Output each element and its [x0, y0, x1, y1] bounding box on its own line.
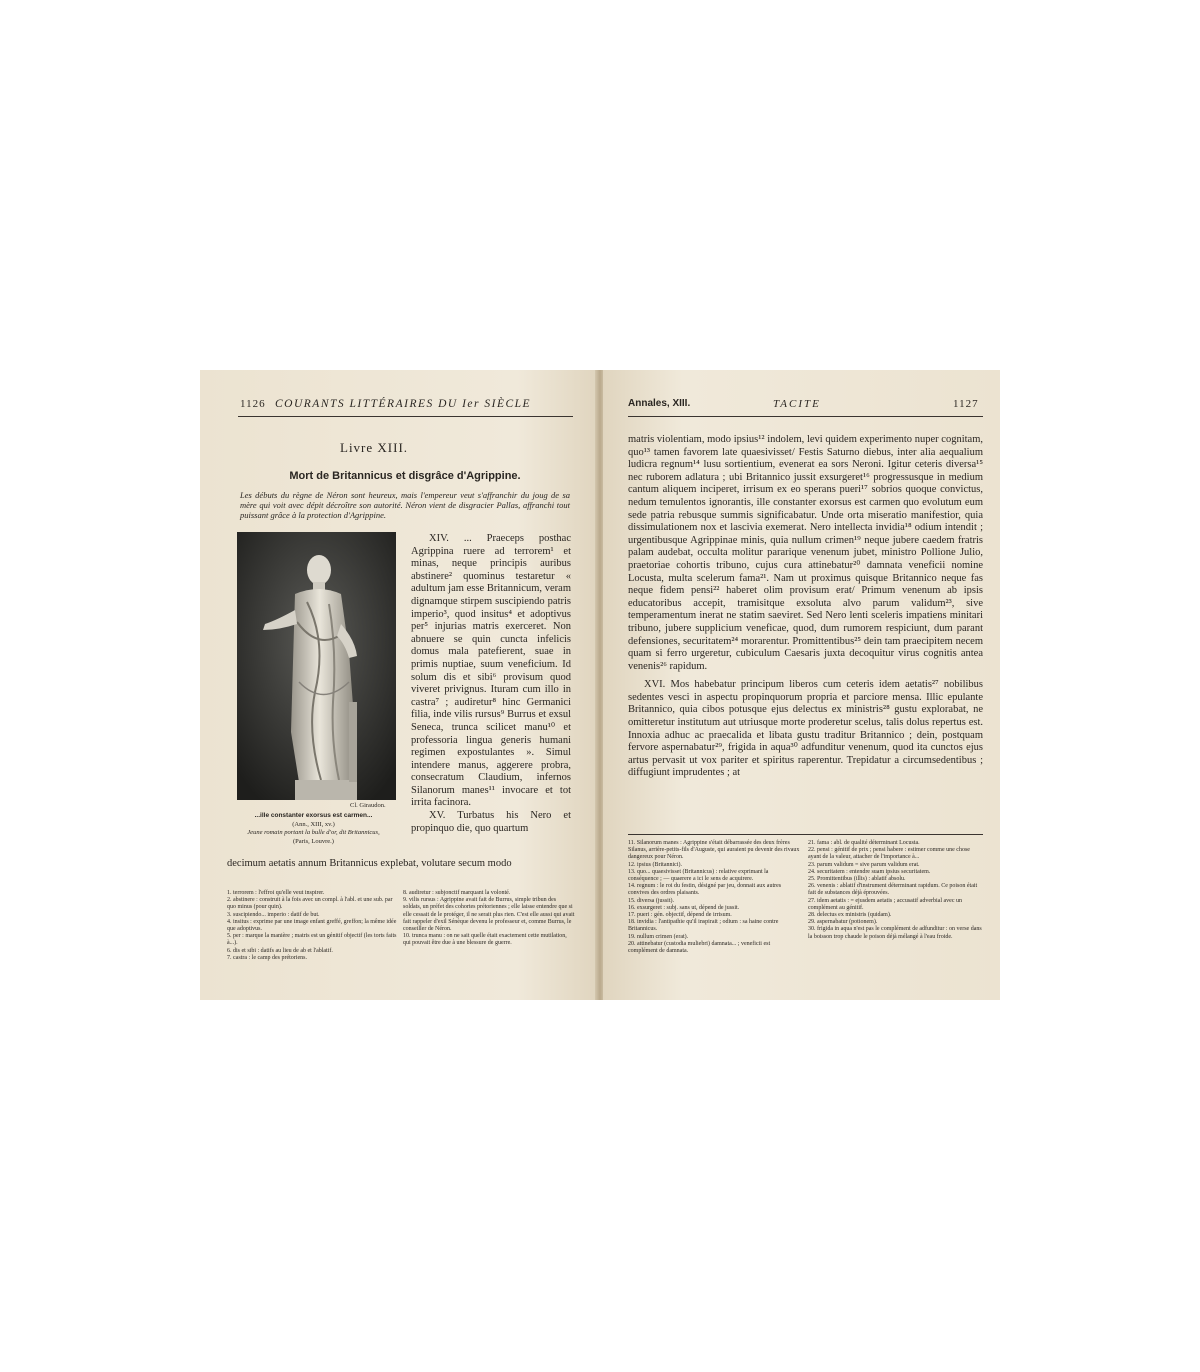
header-rule: [238, 416, 573, 417]
footnote: 14. regnum : le roi du festin, désigné par jeu, donnait aux autres convives des ordres plaisants.: [628, 883, 782, 897]
footnote: 5. per : marque la manière ; matris est un génitif objectif (les torts faits à...).: [227, 933, 397, 947]
footnote: 27. idem aetatis : = ejusdem aetatis ; accusatif adverbial avec un complément au génitif.: [808, 897, 962, 911]
footnote: 22. pensi : génitif de prix ; pensi habere : estimer comme une chose ayant de la valeur, attacher de l'importance à...: [808, 847, 970, 861]
footnote: 15. diversa (jussit).: [628, 897, 674, 904]
footnote: 11. Silanorum manes : Agrippine s'était débarrassée des deux frères Silanus, arrière-petits-fils d'Auguste, qui auraient pu devenir des rivaux dangereux pour Néron.: [628, 840, 800, 861]
footnote: 1. terrorem : l'effroi qu'elle veut inspirer.: [227, 890, 325, 896]
open-book: [200, 370, 1000, 1000]
caption-description: Jeune romain portant la bulle d'or, dit Britannicus,: [247, 829, 380, 836]
left-page: [200, 370, 597, 1000]
footnote: 29. aspernabatur (potionem).: [808, 919, 878, 926]
footnote: 13. quo... quaesivisset (Britannicus) : relative exprimant la conséquence ; — quaerere a ici le sens de acquirere.: [628, 868, 769, 883]
footnotes-right-col2: [808, 840, 984, 941]
intro-text: Les débuts du règne de Néron sont heureux, mais l'empereur veut s'affranchir du joug de sa mère qui voit avec dépit décroître son autorité. Néron vient de disgracier Pallas, affranchi tout puissant grâce à la protection d'Agrippine.: [240, 490, 570, 520]
footnote: 24. securitatem : entendre suam ipsius securitatem.: [808, 868, 931, 875]
right-page: [603, 370, 1000, 1000]
chapter-xv-continued: decimum aetatis annum Britannicus explebat, volutare secum modo: [227, 858, 512, 869]
footnote: 12. ipsius (Britannici).: [628, 861, 682, 868]
running-head: COURANTS LITTÉRAIRES DU Ier SIÈCLE: [275, 398, 532, 410]
running-head-book: Annales, XIII.: [628, 398, 691, 409]
footnote: 20. attinebatur (custodia muliebri) damnata... ; veneficii est complément de damnata.: [628, 940, 771, 955]
page-number: 1127: [953, 398, 979, 410]
chapter-xiv-text: XIV. ... Praeceps posthac Agrippina ruere ad terrorem¹ et minas, neque principis auribus abstinere² quominus testaretur « adultum jam esse Britannicum, veram dignamque stirpem suscipiendo patris imperio³, quod insitus⁴ et adoptivus per⁵ injurias matris exerceret. Non abnuere se quin cuncta infelicis domus mala patefierent, suae in primis nuptiae, suum veneficium. Id solum dis et sibi⁶ provisum quod viveret privignus. Ituram cum illo in castra⁷ ; audiretur⁸ hinc Germanici filia, inde vilis rursus⁹ Burrus et exsul Seneca, trunca scilicet manu¹⁰ et professoria lingua generis humani regimen expostulantes ». Simul intendere manus, aggerere probra, consecratum Claudium, infernos Silanorum manes¹¹ invocare et tot irrita facinora.: [411, 533, 571, 809]
chapter-title: Mort de Britannicus et disgrâce d'Agrippine.: [289, 470, 521, 482]
footnote: 4. insitus : exprime par une image enfant greffé, greffon; la même idée que adoptivus.: [227, 918, 397, 933]
running-head-author: TACITE: [773, 398, 821, 410]
footnote: 3. suscipiendo... imperio : datif de but.: [227, 911, 320, 918]
page-number: 1126: [240, 398, 266, 410]
footnote: 16. exsurgeret : subj. sans ut, dépend de jussit.: [628, 904, 740, 911]
footnote: 19. nullum crimen (erat).: [628, 933, 689, 940]
footnote: 7. castra : le camp des prétoriens.: [227, 954, 307, 961]
footnote: 23. parum validum = sive parum validum erat.: [808, 861, 920, 868]
footnote: 17. pueri : gén. objectif, dépend de irrisum.: [628, 912, 732, 919]
footnote: 9. vilis rursus : Agrippine avait fait de Burrus, simple tribun des soldats, un préfet des cohortes prétoriennes ; elle laisse entendre que si elle cessait de le protéger, il ne serait plus rien. C'est elle aussi qui avait fait rappeler d'exil Sénèque devenu le professeur et, comme Burrus, le conseiller de Néron.: [403, 897, 575, 933]
figure-caption: [226, 812, 401, 846]
caption-location: (Paris, Louvre.): [293, 837, 334, 845]
footnote-rule: [628, 834, 983, 835]
footnote: 21. fama : abl. de qualité déterminant Locusta.: [808, 840, 920, 846]
photo-credit: Cl. Giraudon.: [350, 802, 386, 809]
footnote: 10. trunca manu : on ne sait quelle était exactement cette mutilation, qui pouvait être due à une blessure de guerre.: [403, 933, 567, 947]
header-rule: [628, 416, 983, 417]
latin-text: [628, 434, 983, 786]
footnote: 26. venenis : ablatif d'instrument déterminant rapidum. Ce poison était fait de substances déjà éprouvées.: [808, 883, 978, 897]
chapter-xv-text: XV. Turbatus his Nero et propinquo die, quo quartum: [411, 810, 571, 834]
footnotes-right-col1: [628, 840, 800, 955]
footnotes-left-col1: [227, 890, 397, 962]
chapter-xv-paragraph: matris violentiam, modo ipsius¹² indolem, levi quidem experimento nuper cognitam, quo¹³ tamen favorem late quaesivisset/ Festis Saturno diebus, inter alia aequalium ludicra regnum¹⁴ lusu sortientium, evenerat ea sors Neroni. Igitur ceteris diversa¹⁵ nec ruborem adlatura ; ubi Britannico jussit exsurgeret¹⁶ progressusque in medium cantum aliquem inciperet, irrisum ex eo sperans pueri¹⁷ sobrios quoque convictus, nedum temulentos ignorantis, ille constanter exorsus est carmen quo evolutum eum sede patria rebusque summis significabatur. Unde orta miseratio manifestior, quia dissimulationem nox et lascivia exemerat. Nero intellecta invidia¹⁸ odium intendit ; urgentibusque Agrippinae minis, quia nullum crimen¹⁹ neque jubere caedem fratris palam audebat, occulta molitur pararique venenum jubet, ministro Pollione Julio, praetoriae cohortis tribuno, cujus cura attinebatur²⁰ damnata veneficii nomine Locusta, multa scelerum fama²¹. Nam ut proximus quisque Britannico neque fas neque fidem pensi²² haberet olim provisum erat/ Primum venenum ab ipsis educatoribus accepit, tramisitque exsoluta alvo parum validum²³, sive temperamentum inerat ne statim saeviret. Sed Nero lenti sceleris impatiens minitari tribuno, jubere supplicium veneficae, quod, dum rumorem respiciunt, dum parant defensiones, securitatem²⁴ morarentur. Promittentibus²⁵ dein tam praecipitem necem quam si ferro urgeretur, cubiculum Caesaris juxta decoquitur virus cognitis antea venenis²⁶ rapidum.: [628, 434, 983, 672]
footnote: 6. dis et sibi : datifs au lieu de ab et l'ablatif.: [227, 947, 333, 954]
footnote: 8. audiretur : subjonctif marquant la volonté.: [403, 890, 511, 896]
chapter-xvi-paragraph: XVI. Mos habebatur principum liberos cum ceteris idem aetatis²⁷ nobilibus sedentes vesci in aspectu propinquorum propria et parciore mensa. Illic epulante Britannico, quia cibos potusque ejus delectus ex ministris²⁸ gustu explorabat, ne omitteretur institutum aut utriusque morte proderetur scelus, talis dolus repertus est. Innoxia adhuc ac praecalida et libata gustu traditur Britannico ; dein, postquam fervore aspernabatur²⁹, frigida in aqua³⁰ adfunditur venenum, quod ita cunctos ejus artus pervasit ut vox pariter et spiritus raperentur. Trepidatur a circumsedentibus ; diffugiunt imprudentes ; at: [628, 679, 983, 779]
footnote: 25. Promittentibus (illis) : ablatif absolu.: [808, 876, 906, 883]
caption-reference: (Ann., XIII, xv.): [292, 820, 335, 828]
footnote: 2. abstinere : construit à la fois avec un compl. à l'abl. et une sub. par quo minus (pour quin).: [227, 897, 393, 911]
footnote: 28. delectus ex ministris (quidam).: [808, 912, 892, 919]
statue-photograph: [237, 532, 396, 800]
footnotes-left-col2: [403, 890, 575, 948]
footnote: 18. invidia : l'antipathie qu'il inspirait ; odium : sa haine contre Britannicus.: [628, 919, 779, 933]
statue-figure: [237, 532, 396, 800]
book-heading: Livre XIII.: [340, 440, 409, 455]
latin-column: [411, 533, 571, 835]
caption-quote: ...ille constanter exorsus est carmen...: [254, 812, 373, 819]
footnote: 30. frigida in aqua n'est pas le complément de adfunditur : on verse dans la boisson trop chaude le poison déjà mélangé à l'eau froide.: [808, 926, 982, 940]
